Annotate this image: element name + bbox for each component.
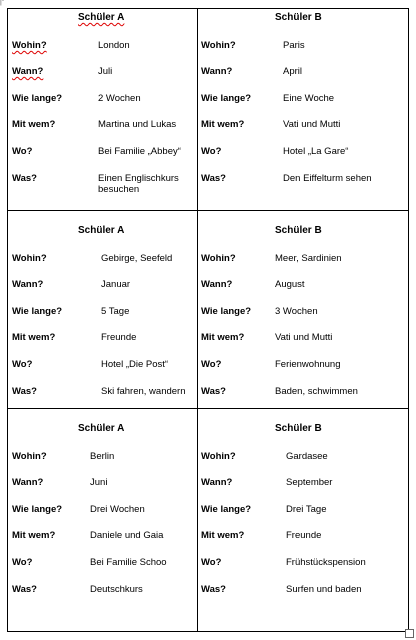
field-row bbox=[8, 93, 197, 107]
field-value: Berlin bbox=[90, 451, 115, 462]
field-row bbox=[197, 584, 408, 598]
field-value: Surfen und baden bbox=[286, 584, 362, 595]
field-label: Wo? bbox=[12, 146, 33, 157]
field-row bbox=[197, 40, 408, 54]
field-row bbox=[197, 359, 408, 373]
field-row bbox=[197, 93, 408, 107]
field-value: Ski fahren, wandern bbox=[101, 386, 186, 397]
worksheet-table bbox=[7, 8, 409, 632]
field-label: Wo? bbox=[201, 557, 222, 568]
field-row bbox=[8, 253, 197, 267]
field-value: Meer, Sardinien bbox=[275, 253, 342, 264]
field-row bbox=[197, 253, 408, 267]
field-label: Wann? bbox=[201, 477, 233, 488]
field-label: Wohin? bbox=[12, 253, 47, 264]
field-row bbox=[8, 451, 197, 465]
field-value: Juli bbox=[98, 66, 113, 77]
field-value: Hotel „Die Post“ bbox=[101, 359, 169, 370]
field-value: Januar bbox=[101, 279, 131, 290]
field-value: Ferienwohnung bbox=[275, 359, 341, 370]
field-value: Eine Woche bbox=[283, 93, 335, 104]
field-label: Mit wem? bbox=[12, 530, 56, 541]
field-value: Gardasee bbox=[286, 451, 328, 462]
field-row bbox=[8, 530, 197, 544]
field-value: Den Eiffelturm sehen bbox=[283, 173, 372, 184]
field-value: 2 Wochen bbox=[98, 93, 141, 104]
field-value: Hotel „La Gare“ bbox=[283, 146, 349, 157]
cell-3-schueler-a bbox=[8, 408, 197, 633]
cell-title: Schüler B bbox=[275, 225, 322, 236]
field-value: Freunde bbox=[101, 332, 137, 343]
field-value: Bei Familie „Abbey“ bbox=[98, 146, 181, 157]
field-row bbox=[197, 279, 408, 293]
field-value: 5 Tage bbox=[101, 306, 130, 317]
field-row bbox=[8, 386, 197, 400]
field-row bbox=[8, 557, 197, 571]
field-label: Mit wem? bbox=[201, 119, 245, 130]
field-label: Wann? bbox=[201, 66, 233, 77]
cell-2-schueler-a bbox=[8, 210, 197, 408]
field-label: Was? bbox=[201, 173, 226, 184]
field-label: Mit wem? bbox=[201, 332, 245, 343]
field-row bbox=[8, 332, 197, 346]
field-row bbox=[8, 146, 197, 160]
cell-1-schueler-b bbox=[197, 9, 408, 210]
field-value: Vati und Mutti bbox=[283, 119, 341, 130]
field-label: Wie lange? bbox=[12, 504, 63, 515]
field-label: Wohin? bbox=[12, 451, 47, 462]
cell-title: Schüler A bbox=[78, 423, 125, 434]
field-row bbox=[197, 173, 408, 187]
field-value: Baden, schwimmen bbox=[275, 386, 358, 397]
field-label: Wohin? bbox=[201, 40, 236, 51]
cell-title: Schüler A bbox=[78, 12, 125, 23]
field-label: Wann? bbox=[12, 477, 44, 488]
field-row bbox=[197, 386, 408, 400]
cell-1-schueler-a bbox=[8, 9, 197, 210]
cell-title: Schüler A bbox=[78, 225, 125, 236]
field-row bbox=[8, 306, 197, 320]
field-value: Vati und Mutti bbox=[275, 332, 333, 343]
field-label: Mit wem? bbox=[12, 119, 56, 130]
field-label: Wann? bbox=[12, 279, 44, 290]
field-label: Mit wem? bbox=[12, 332, 56, 343]
page-corner-marker bbox=[405, 629, 414, 638]
field-label: Wohin? bbox=[12, 40, 47, 51]
field-row bbox=[197, 477, 408, 491]
field-label: Wohin? bbox=[201, 253, 236, 264]
field-label: Wie lange? bbox=[201, 306, 252, 317]
field-value: Paris bbox=[283, 40, 305, 51]
field-value: September bbox=[286, 477, 333, 488]
field-value: Einen Englischkurs besuchen bbox=[98, 173, 179, 195]
field-label: Wohin? bbox=[201, 451, 236, 462]
field-label: Wie lange? bbox=[201, 504, 252, 515]
field-label: Wie lange? bbox=[201, 93, 252, 104]
field-value: Drei Wochen bbox=[90, 504, 145, 515]
field-value: August bbox=[275, 279, 305, 290]
field-row bbox=[197, 306, 408, 320]
field-value: Gebirge, Seefeld bbox=[101, 253, 173, 264]
field-label: Wo? bbox=[12, 557, 33, 568]
field-value: Deutschkurs bbox=[90, 584, 143, 595]
field-value: Juni bbox=[90, 477, 108, 488]
field-row bbox=[197, 451, 408, 465]
field-label: Wo? bbox=[201, 146, 222, 157]
field-label: Wo? bbox=[201, 359, 222, 370]
field-row bbox=[8, 477, 197, 491]
field-value: London bbox=[98, 40, 130, 51]
field-label: Was? bbox=[201, 584, 226, 595]
field-label: Wie lange? bbox=[12, 93, 63, 104]
field-row bbox=[8, 40, 197, 54]
field-row bbox=[8, 279, 197, 293]
field-row bbox=[197, 504, 408, 518]
field-row bbox=[8, 584, 197, 598]
cell-title: Schüler B bbox=[275, 12, 322, 23]
field-row bbox=[8, 119, 197, 133]
cell-title: Schüler B bbox=[275, 423, 322, 434]
field-label: Was? bbox=[201, 386, 226, 397]
field-label: Wo? bbox=[12, 359, 33, 370]
field-label: Was? bbox=[12, 386, 37, 397]
field-row bbox=[197, 119, 408, 133]
field-value: Martina und Lukas bbox=[98, 119, 177, 130]
field-row bbox=[197, 66, 408, 80]
field-value: April bbox=[283, 66, 303, 77]
field-row bbox=[197, 146, 408, 160]
field-label: Wie lange? bbox=[12, 306, 63, 317]
field-value: Freunde bbox=[286, 530, 322, 541]
field-value: 3 Wochen bbox=[275, 306, 318, 317]
field-row bbox=[8, 173, 197, 195]
field-value: Drei Tage bbox=[286, 504, 327, 515]
cell-2-schueler-b bbox=[197, 210, 408, 408]
field-label: Wann? bbox=[201, 279, 233, 290]
text-cursor-mark: |" bbox=[0, 0, 5, 6]
field-value: Bei Familie Schoo bbox=[90, 557, 167, 568]
cell-3-schueler-b bbox=[197, 408, 408, 633]
field-row bbox=[197, 530, 408, 544]
field-label: Wann? bbox=[12, 66, 44, 77]
field-row bbox=[8, 359, 197, 373]
field-label: Was? bbox=[12, 173, 37, 184]
field-row bbox=[197, 332, 408, 346]
field-row bbox=[8, 66, 197, 80]
field-value: Frühstückspension bbox=[286, 557, 366, 568]
field-value: Daniele und Gaia bbox=[90, 530, 164, 541]
field-label: Mit wem? bbox=[201, 530, 245, 541]
field-row bbox=[8, 504, 197, 518]
field-label: Was? bbox=[12, 584, 37, 595]
field-row bbox=[197, 557, 408, 571]
